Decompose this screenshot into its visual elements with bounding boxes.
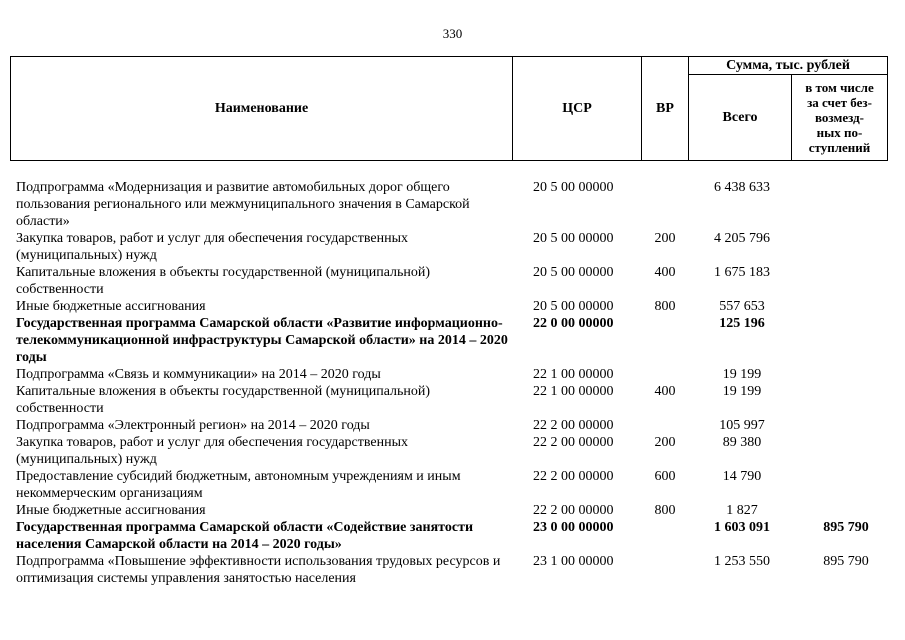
row-name: Капитальные вложения в объекты государственной (муниципальной) собственности [16, 384, 431, 416]
row-total: 1 603 091 [714, 520, 770, 535]
row-vr: 800 [654, 503, 676, 518]
row-csr: 22 1 00 00000 [533, 367, 614, 382]
header-free-line: ступлений [808, 140, 871, 156]
row-csr: 20 5 00 00000 [533, 180, 614, 195]
table-row [16, 230, 891, 264]
table-row [16, 383, 891, 417]
row-csr: 22 2 00 00000 [533, 435, 614, 450]
row-csr: 22 0 00 00000 [533, 316, 614, 331]
row-csr: 20 5 00 00000 [533, 265, 614, 280]
row-name: Предоставление субсидий бюджетным, автономным учреждениям и иным некоммерческим организациям [16, 469, 461, 501]
row-free: 895 790 [823, 554, 869, 569]
row-csr: 20 5 00 00000 [533, 231, 614, 246]
table-row [16, 264, 891, 298]
row-csr: 23 0 00 00000 [533, 520, 614, 535]
row-total: 19 199 [722, 367, 762, 382]
table-row [16, 553, 891, 587]
row-total: 14 790 [722, 469, 762, 484]
table-header [10, 56, 888, 161]
row-vr: 200 [654, 231, 676, 246]
row-total: 1 827 [726, 503, 758, 518]
row-csr: 22 2 00 00000 [533, 418, 614, 433]
table-row [16, 298, 891, 315]
row-csr: 20 5 00 00000 [533, 299, 614, 314]
header-name: Наименование [11, 57, 513, 161]
header-free [792, 75, 888, 161]
row-vr: 400 [654, 384, 676, 399]
header-sum: Сумма, тыс. рублей [689, 57, 888, 75]
row-name: Подпрограмма «Связь и коммуникации» на 2014 – 2020 годы [16, 367, 381, 382]
row-vr: 400 [654, 265, 676, 280]
table-row [16, 417, 891, 434]
row-total: 1 253 550 [714, 554, 770, 569]
row-total: 4 205 796 [714, 231, 770, 246]
row-total: 1 675 183 [714, 265, 770, 280]
table-row [16, 468, 891, 502]
header-vr: ВР [642, 57, 689, 161]
row-vr: 200 [654, 435, 676, 450]
header-free-line: в том числе [805, 80, 874, 96]
row-name: Иные бюджетные ассигнования [16, 299, 206, 314]
row-name: Государственная программа Самарской области «Развитие информационно-телекоммуникационной инфраструктуры Самарской области» на 2014 – 2020 годы [16, 316, 508, 365]
table-body [16, 179, 891, 587]
row-csr: 22 1 00 00000 [533, 384, 614, 399]
header-total: Всего [689, 75, 792, 161]
table-row [16, 179, 891, 230]
row-total: 125 196 [719, 316, 765, 331]
row-name: Подпрограмма «Электронный регион» на 2014 – 2020 годы [16, 418, 370, 433]
row-name: Капитальные вложения в объекты государственной (муниципальной) собственности [16, 265, 431, 297]
row-total: 6 438 633 [714, 180, 770, 195]
row-vr: 800 [654, 299, 676, 314]
row-vr: 600 [654, 469, 676, 484]
header-free-line: возмезд- [815, 110, 864, 126]
row-csr: 22 2 00 00000 [533, 503, 614, 518]
header-free-line: ных по- [816, 125, 863, 141]
row-name: Иные бюджетные ассигнования [16, 503, 206, 518]
row-free: 895 790 [823, 520, 869, 535]
table-row [16, 519, 891, 553]
table-row [16, 366, 891, 383]
table-row [16, 315, 891, 366]
row-total: 19 199 [722, 384, 762, 399]
row-total: 557 653 [719, 299, 765, 314]
header-csr: ЦСР [513, 57, 642, 161]
row-csr: 23 1 00 00000 [533, 554, 614, 569]
header-free-line: за счет без- [807, 95, 872, 111]
table-row [16, 502, 891, 519]
row-name: Подпрограмма «Модернизация и развитие автомобильных дорог общего пользования регионального или межмуниципального значения в Самарской области» [16, 180, 470, 229]
table-row [16, 434, 891, 468]
row-csr: 22 2 00 00000 [533, 469, 614, 484]
row-name: Закупка товаров, работ и услуг для обеспечения государственных (муниципальных) нужд [16, 231, 409, 263]
row-name: Подпрограмма «Повышение эффективности использования трудовых ресурсов и оптимизация системы управления занятостью населения [16, 554, 501, 586]
row-total: 89 380 [722, 435, 762, 450]
page-number: 330 [442, 26, 463, 41]
row-total: 105 997 [719, 418, 765, 433]
row-name: Государственная программа Самарской области «Содействие занятости населения Самарской области на 2014 – 2020 годы» [16, 520, 474, 552]
row-name: Закупка товаров, работ и услуг для обеспечения государственных (муниципальных) нужд [16, 435, 409, 467]
